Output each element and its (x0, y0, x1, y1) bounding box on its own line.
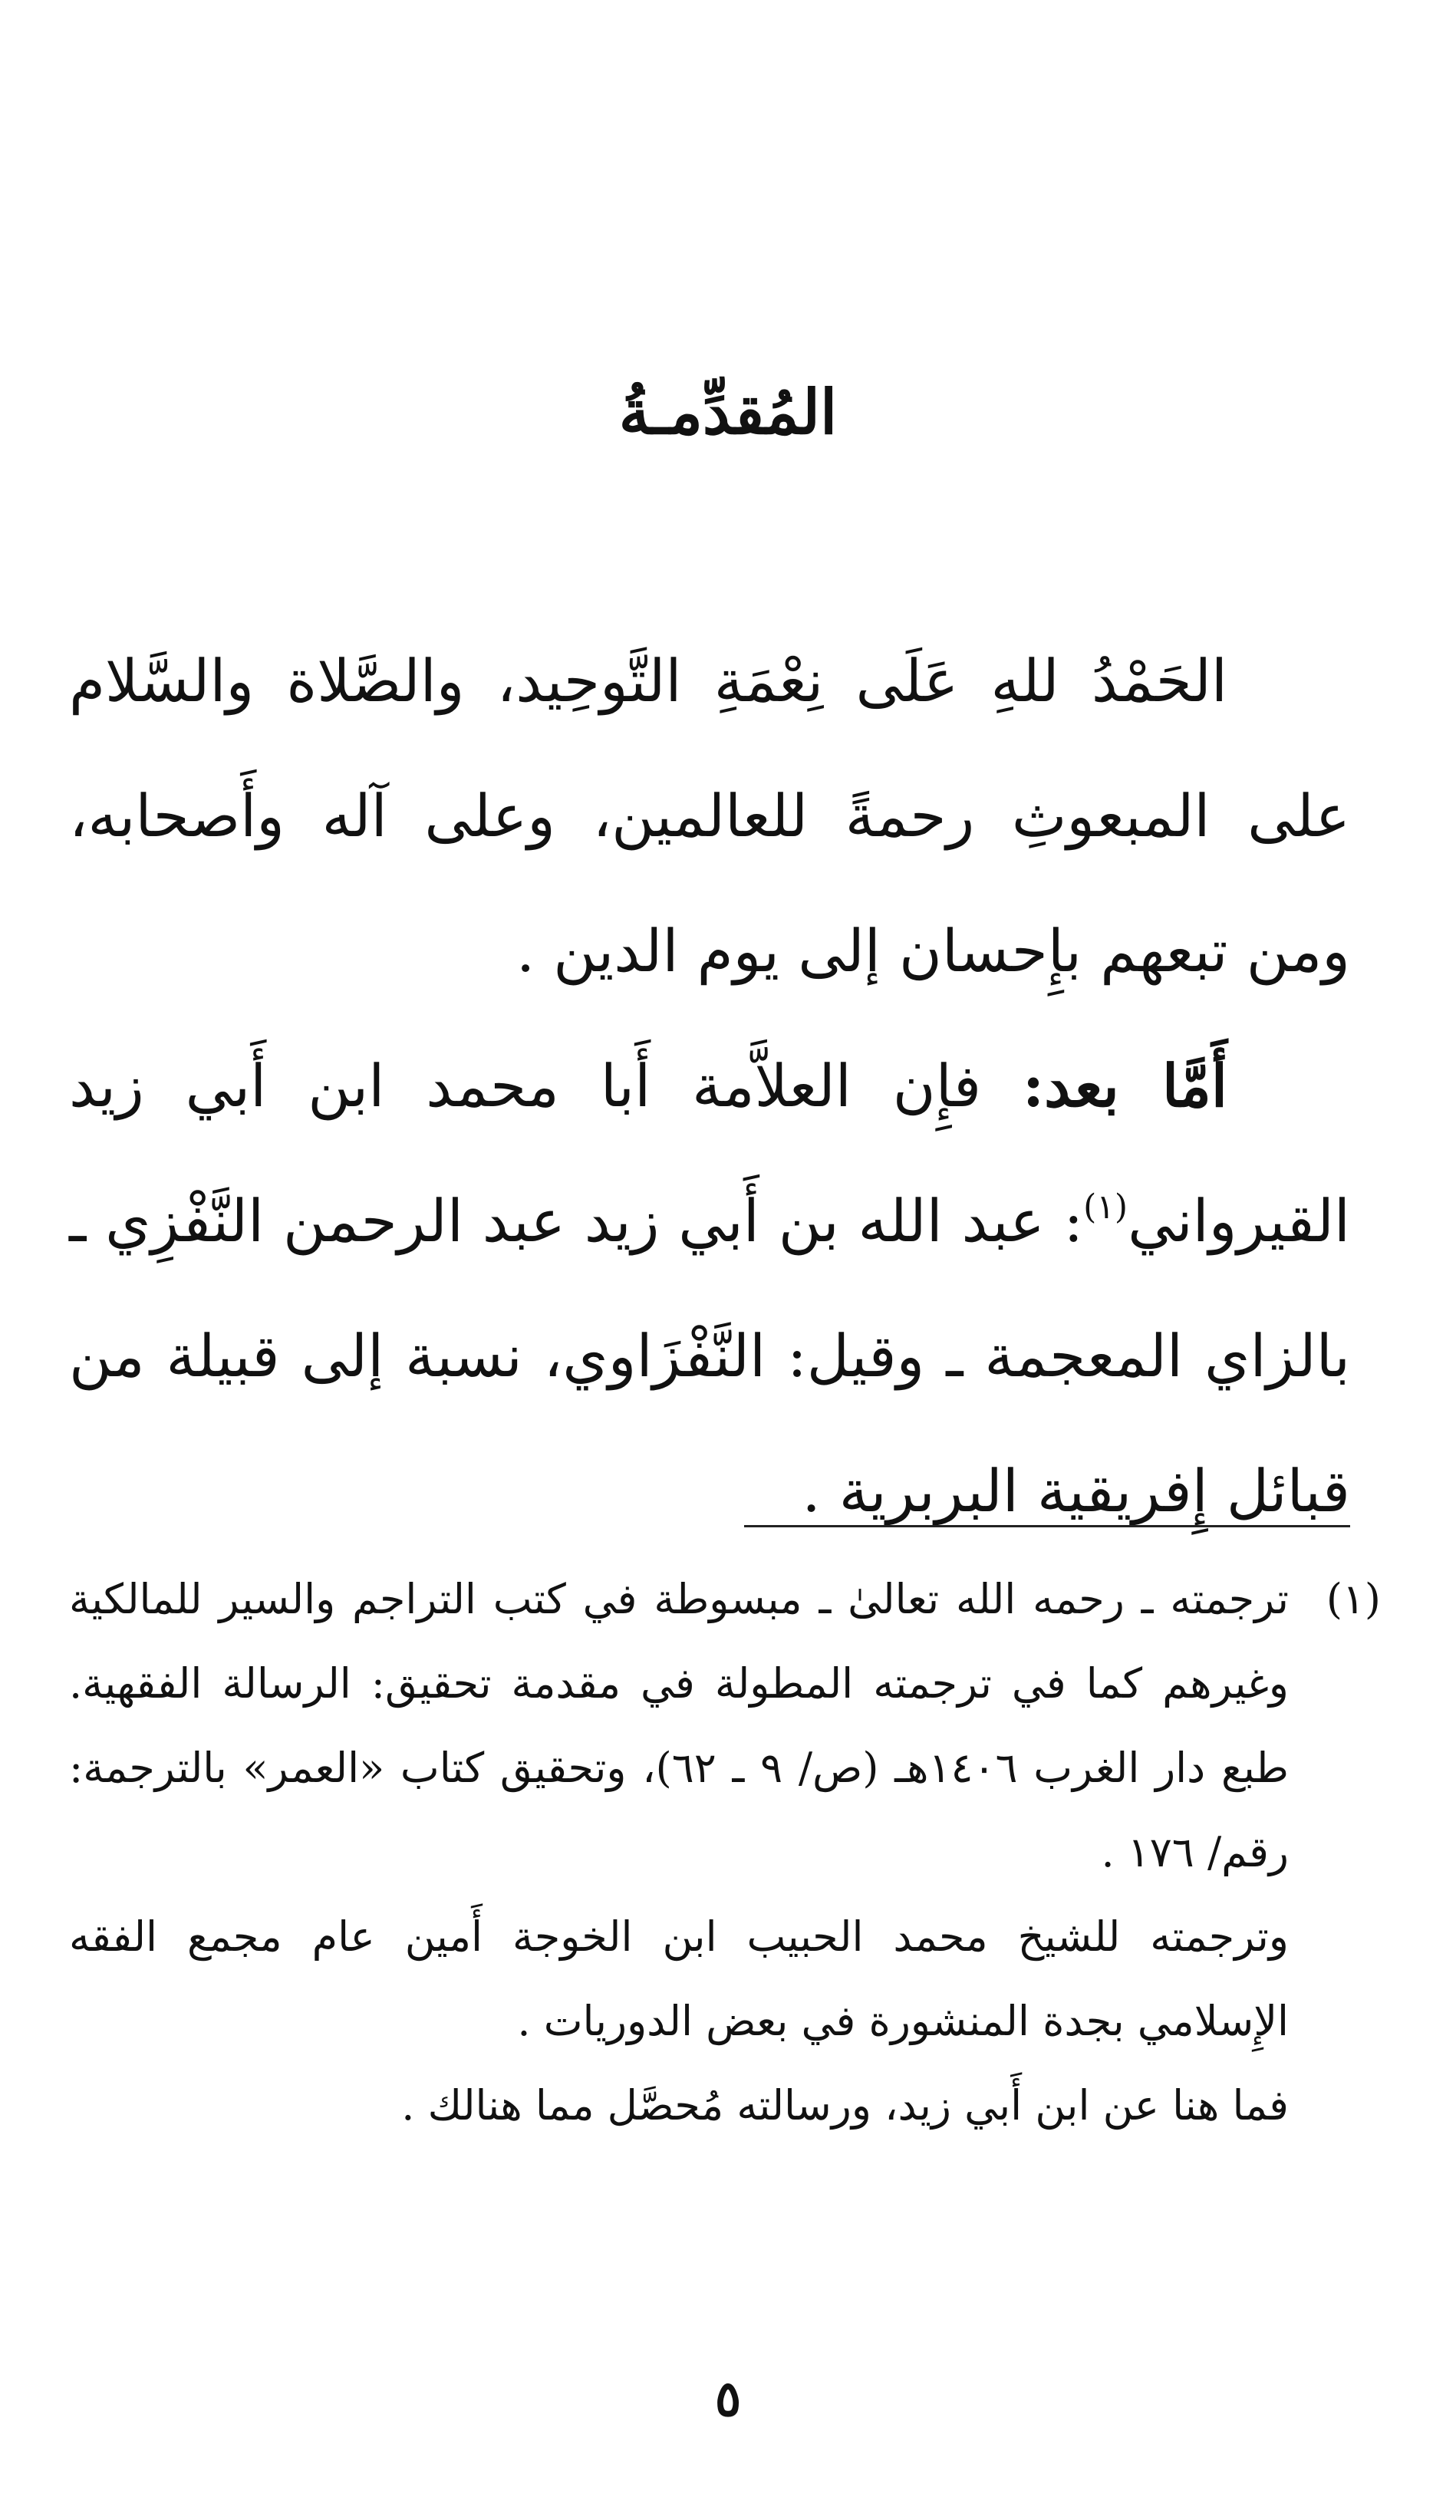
footnote-item (69, 1557, 1381, 2148)
page-title: المُقدِّمـةُ (618, 376, 838, 448)
paragraph-introduction (69, 1019, 1350, 1559)
paragraph-lead: أَمَّا بعد: (1023, 1052, 1227, 1120)
paragraph-text-before-ref: فإِن العلاَّمة أَبا محمد ابن أَبي زيد القيرواني (69, 1052, 1350, 1255)
footnote-reference[interactable]: (١) (1083, 1188, 1128, 1227)
page-number: ٥ (714, 2370, 742, 2428)
paragraph-opening: الحَمْدُ للهِ عَلَى نِعْمَةِ التَّوحِيد، والصَّلاة والسَّلام على المبعوثِ رحمةً للعالمين، وعلى آله وأَصحابه، ومن تبعهم بإِحسان إلى يوم الدين . (69, 647, 1350, 985)
paragraph-text-after-ref: : عبد الله بن أَبي زيد عبد الرحمن النَّفْزِي ـ بالزاي المعجمة ـ وقيل: النَّفْزَاوي، نسبة إلى قبيلة من قبائل إِفريقية البربرية . (69, 1187, 1350, 1525)
footnotes (69, 1557, 1381, 2148)
footnote-line: فما هنا عن ابن أَبي زيد، ورسالته مُحصَّل مما هنالك . (401, 2081, 1289, 2130)
footnote-separator (744, 1525, 1350, 1527)
main-text (69, 614, 1350, 1559)
footnote-body (69, 1557, 1289, 2148)
footnote-line: ترجمته ـ رحمه الله تعالىٰ ـ مبسوطة في كتب التراجم والسير للمالكية وغيرهم كما في ترجمته المطولة في مقدمة تحقيق: الرسالة الفقهية. طبع دار الغرب ١٤٠٦هـ (ص/ ٩ ـ ٦٢)، وتحقيق كتاب «العمر» بالترجمة: رقم/ ١٧٦ . (69, 1575, 1289, 1876)
footnote-number: (١) (1326, 1575, 1381, 1623)
footnote-line: وترجمته للشيخ محمد الحبيب ابن الخوجة أَمين عام مجمع الفقه الإِسلامي بجدة المنشورة في بعض الدوريات . (69, 1912, 1289, 2045)
